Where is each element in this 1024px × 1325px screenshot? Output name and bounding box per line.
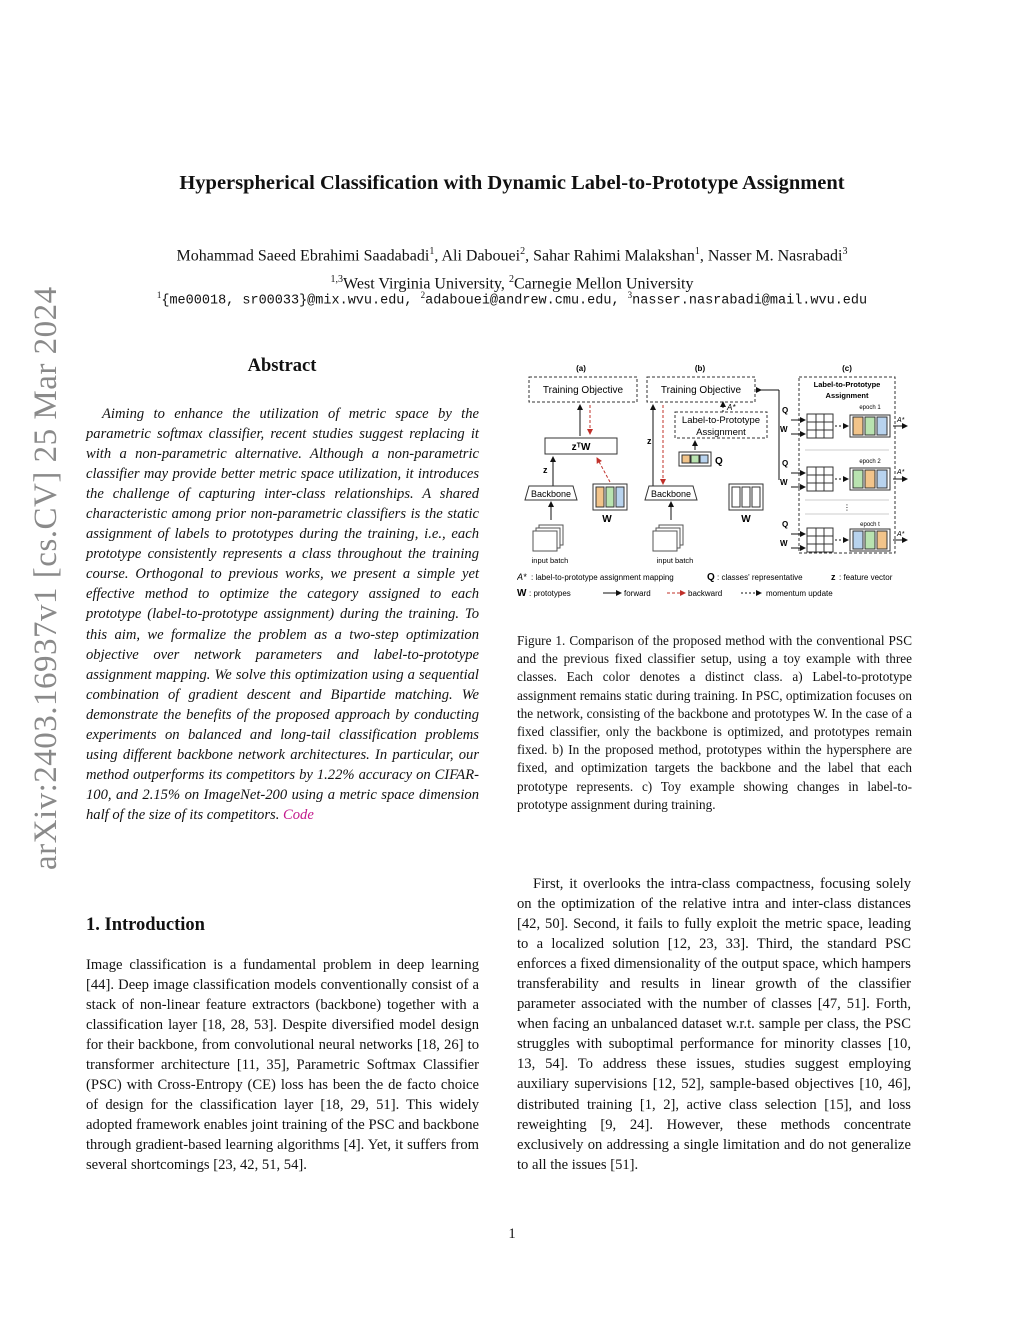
svg-text:: label-to-prototype assignmen: : label-to-prototype assignment mapping [531,573,674,582]
affiliations: $^{1,3}$West Virginia University, $^2$Carnegie Mellon University [330,274,694,293]
svg-text:epoch t: epoch t [860,522,880,528]
svg-text:A*: A* [897,469,905,476]
ztw-label: zᵀW [571,442,591,453]
panel-a-label: (a) [576,364,586,373]
author-emails: $^1${me00018, sr00033}@mix.wvu.edu, $^2$adabouei@andrew.cmu.edu, $^3$nasser.nasrabadi@mail.wvu.edu [156,290,868,309]
svg-text:A*: A* [897,417,905,424]
section-heading-introduction: 1. Introduction [86,915,205,935]
panel-c-label: (c) [842,364,852,373]
z-label-b: z [647,436,652,446]
training-objective-label-a: Training Objective [542,385,624,396]
svg-text:W: W [780,539,788,548]
input-batch-b: input batch [656,556,694,565]
svg-text:momentum update: momentum update [766,589,833,598]
assignment-label-2: Assignment [696,427,746,438]
svg-text:W: W [780,425,788,434]
abstract-heading: Abstract [247,356,317,376]
abstract-text: Aiming to enhance the utilization of metric space by the parametric softmax classifier, recent studies suggest replacing it with a non-parametric alternative. Although a non-parametric classifier may provide better metric space utilization, it introduces the challenge of capturing inter-class relationships. A shared characteristic among prior non-parametric classifiers is the static assignment of labels to prototypes during the training, i.e., each prototype consistently represents a class throughout the training course. Orthogonal to previous works, we present a simple yet effective method to optimize the category assigned to each prototype (label-to-prototype assignment) during the training. To this aim, we formalize the problem as a two-step optimization objective over network parameters and label-to-prototype assignment mapping. We solve this optimization using a sequential combination of gradient descent and Bipartide matching. We demonstrate the benefits of the proposed approach by conducting experiments on balanced and long-tail classification problems using different backbone network architectures. In particular, our method outperforms its competitors by 1.22% accuracy on CIFAR-100, and 2.15% on ImageNet-200 using a metric space dimension half of the size of its competitors. Code [86,406,479,823]
intro-paragraph-2: First, it overlooks the intra-class compactness, focusing solely on the optimization of the relative intra and inter-class distances [42, 50]. Second, it fails to fully exploit the metric space, leading to a localized solution [12, 23, 33]. Third, the standard PSC enforces a fixed dimensionality of the output space, which hampers transferability and results in linear growth of the classifier parameter associated with the number of classes [47, 51]. Forth, when facing an unbalanced dataset w.r.t. sample per class, the PSC struggles with suboptimal performance for minority classes [10, 13, 54]. To address these issues, studies suggest employing auxiliary supervisions [12, 52], sample-based objectives [10, 46], distributed training [1, 2], active class selection [15], and loss reweighting [9, 24]. However, these methods concentrate exclusively on addressing a single limitation and do not generalize to all the issues [51]. [517,876,911,1173]
svg-text:Q: Q [782,406,789,415]
svg-text:forward: forward [624,589,651,598]
svg-text:Q: Q [782,520,789,529]
z-label-a: z [543,465,548,475]
author-block: Mohammad Saeed Ebrahimi Saadabadi$^1$, Ali Dabouei$^2$, Sahar Rahimi Malakshan$^1$, Nasser M. Nasrabadi$^3$ $^{1,3}$West Virginia University, $^2$Carnegie Mellon University [0,240,1024,297]
svg-text:A*: A* [517,572,527,582]
intro-paragraph-1: Image classification is a fundamental problem in deep learning [44]. Deep image classification models conventionally consist of a stack of non-linear feature extractors (backbone) together with a classification layer [18, 28, 53]. Despite diversified model design for their backbone, from convolutional neural networks [18, 26] to transformer architecture [11, 35], Parametric Softmax Classifier (PSC) with Cross-Entropy (CE) loss has been the de facto choice of design for the classification layer [18, 29, 51]. This widely adopted framework enables joint training of the PSC and backbone through gradient-based learning algorithms [4]. Yet, it suffers from several shortcomings [23, 42, 51, 54]. [86,957,479,1174]
figure-1 [517,360,912,610]
arxiv-stamp: arXiv:2403.16937v1 [cs.CV] 25 Mar 2024 [28,286,64,870]
input-batch-a: input batch [531,556,569,565]
svg-text:W: W [780,478,788,487]
page-number: 1 [508,1226,516,1242]
svg-text:epoch 1: epoch 1 [859,405,881,411]
q-label-b: Q [715,456,723,467]
assignment-label-1: Label-to-Prototype [681,415,761,426]
author-name: Mohammad Saeed Ebrahimi Saadabadi [176,247,430,265]
panel-b-label: (b) [694,364,706,373]
svg-text:: classes' representative: : classes' representative [717,573,803,582]
w-label-a: W [602,514,612,525]
svg-text:⋮: ⋮ [843,503,851,512]
svg-text:Q: Q [782,459,789,468]
figure-legend [517,572,893,599]
a-star-b: A* [727,403,736,412]
svg-text:epoch 2: epoch 2 [859,459,881,465]
toy-example-box [799,377,895,553]
author-name: Nasser M. Nasrabadi [707,247,843,265]
svg-text:: prototypes: : prototypes [529,589,571,598]
author-name: Ali Dabouei [441,247,521,265]
code-link[interactable]: Code [283,806,314,823]
toy-title-2: Assignment [825,391,869,400]
svg-text:: feature vector: : feature vector [839,573,893,582]
toy-title-1: Label-to-Prototype [813,380,881,389]
figure-caption: Figure 1. Comparison of the proposed method with the conventional PSC and the previous fixed classifier setup, using a toy example with three classes. Each color denotes a distinct class. a) Label-to-prototype assignment remains static during training. In PSC, optimization focuses on the network, consisting of the backbone and prototypes W. In the case of a fixed classifier, only the backbone is optimized, and prototypes remain fixed. b) In the proposed method, prototypes within the hypersphere are fixed, and optimization targets the backbone and the label that each prototype represents. c) Toy example showing changes in label-to-prototype assignment during training. [517,633,912,812]
svg-text:Q: Q [707,572,715,583]
author-name: Sahar Rahimi Malakshan [533,247,695,265]
paper-title: Hyperspherical Classification with Dynamic Label-to-Prototype Assignment [179,172,845,194]
svg-text:W: W [517,588,527,599]
training-objective-label-b: Training Objective [660,385,742,396]
w-label-b: W [741,514,751,525]
svg-text:A*: A* [897,531,905,538]
svg-text:backward: backward [688,589,723,598]
backbone-label-a: Backbone [530,489,572,499]
backbone-label-b: Backbone [650,489,692,499]
svg-text:z: z [831,572,836,582]
